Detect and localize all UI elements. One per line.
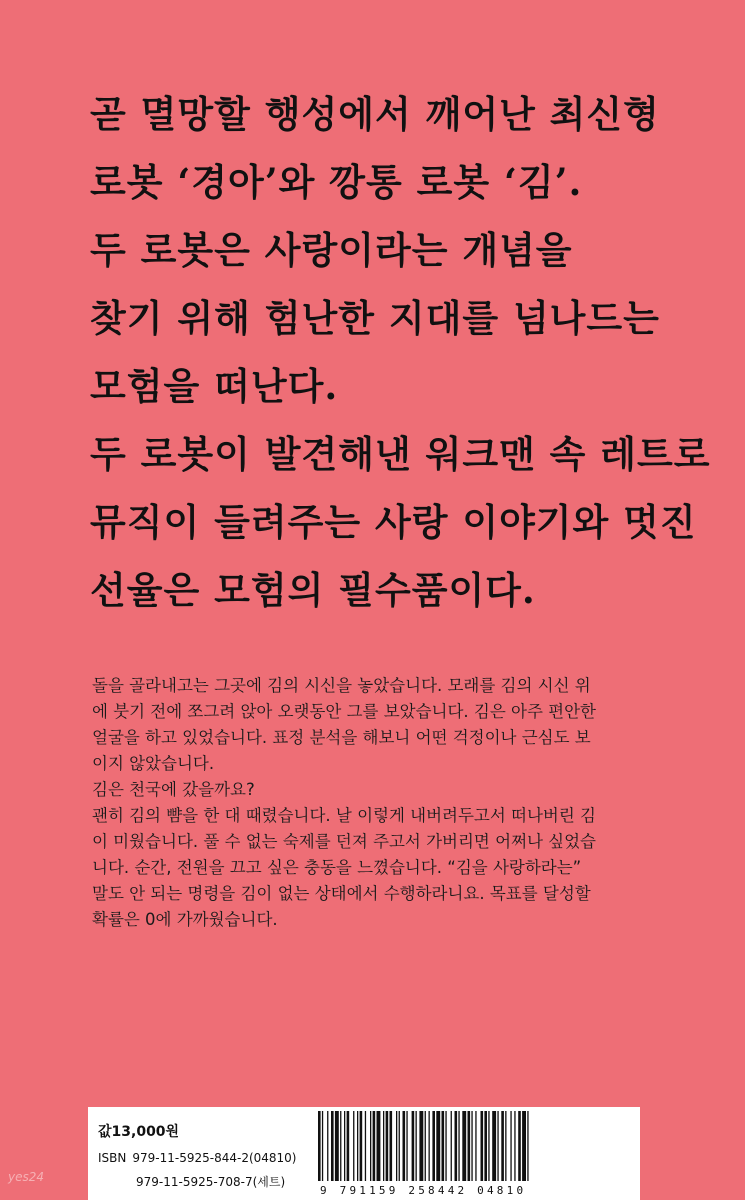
excerpt-line: 괜히 김의 뺨을 한 대 때렸습니다. 날 이렇게 내버려두고서 떠나버린 김: [92, 806, 596, 825]
barcode-bar: [344, 1111, 345, 1181]
barcode-bar: [412, 1111, 415, 1181]
barcode-bar: [331, 1111, 334, 1181]
barcode-bar: [425, 1111, 426, 1181]
excerpt-line: 에 붓기 전에 쪼그려 앉아 오랫동안 그를 보았습니다. 김은 아주 편안한: [92, 702, 596, 721]
excerpt-line: 말도 안 되는 명령을 김이 없는 상태에서 수행하라니요. 목표를 달성할: [92, 884, 591, 903]
barcode-bar: [442, 1111, 445, 1181]
barcode-digits: 9 791159 258442 04810: [320, 1184, 527, 1197]
barcode-bar: [370, 1111, 371, 1181]
barcode-icon: [316, 1111, 634, 1183]
barcode-bar: [455, 1111, 458, 1181]
barcode-bar: [373, 1111, 376, 1181]
barcode-bar: [386, 1111, 389, 1181]
barcode-bar: [357, 1111, 358, 1181]
barcode-bar: [522, 1111, 526, 1181]
isbn-number: 979-11-5925-844-2(04810): [132, 1151, 297, 1165]
blurb-line: 두 로봇은 사랑이라는 개념을: [90, 228, 573, 272]
barcode-bar: [403, 1111, 406, 1181]
barcode-bar: [377, 1111, 381, 1181]
barcode-bar: [318, 1111, 321, 1181]
blurb-line: 로봇 ‘경아’와 깡통 로봇 ‘김’.: [90, 160, 583, 204]
excerpt-line: 얼굴을 하고 있었습니다. 표정 분석을 해보니 어떤 걱정이나 근심도 보: [92, 728, 591, 747]
barcode-bar: [396, 1111, 397, 1181]
blurb-line: 두 로봇이 발견해낸 워크맨 속 레트로: [90, 432, 711, 476]
barcode-bar: [510, 1111, 511, 1181]
watermark-logo: yes24: [8, 1170, 45, 1184]
excerpt-line: 니다. 순간, 전원을 끄고 싶은 충동을 느꼈습니다. “김을 사랑하라는”: [92, 858, 582, 877]
barcode-bar: [492, 1111, 496, 1181]
blurb-line: 선율은 모험의 필수품이다.: [90, 568, 536, 612]
isbn-set-line: [98, 1173, 285, 1190]
blurb: [90, 80, 730, 624]
excerpt-line: 확률은 0에 가까웠습니다.: [92, 910, 278, 929]
barcode-bar: [419, 1111, 423, 1181]
excerpt-line: 이 미웠습니다. 풀 수 없는 숙제를 던져 주고서 가버리면 어쩌나 싶었습: [92, 832, 596, 851]
barcode-bar: [383, 1111, 384, 1181]
barcode-bar: [416, 1111, 417, 1181]
barcode-bar: [335, 1111, 339, 1181]
barcode-bar: [458, 1111, 459, 1181]
blurb-line: 곧 멸망할 행성에서 깨어난 최신형: [90, 92, 660, 136]
barcode-bar: [497, 1111, 498, 1181]
barcode-bar: [484, 1111, 487, 1181]
barcode-bar: [445, 1111, 446, 1181]
barcode-bar: [451, 1111, 452, 1181]
barcode-bar: [514, 1111, 515, 1181]
isbn-set-number: 979-11-5925-708-7(세트): [136, 1175, 286, 1189]
barcode-bar: [429, 1111, 430, 1181]
barcode-bar: [432, 1111, 435, 1181]
barcode-bar: [365, 1111, 366, 1181]
excerpt-line: 돌을 골라내고는 그곳에 김의 시신을 놓았습니다. 모래를 김의 시신 위: [92, 676, 591, 695]
excerpt: [92, 673, 702, 933]
excerpt-line: 이지 않았습니다.: [92, 754, 215, 773]
barcode-bar: [481, 1111, 484, 1181]
barcode-bar: [322, 1111, 323, 1181]
barcode-bar: [360, 1111, 363, 1181]
barcode-bar: [475, 1111, 476, 1181]
barcode-bar: [406, 1111, 407, 1181]
barcode-bar: [327, 1111, 328, 1181]
blurb-line: 모험을 떠난다.: [90, 364, 339, 408]
barcode-panel: [88, 1107, 640, 1200]
barcode-bar: [353, 1111, 354, 1181]
barcode-bar: [518, 1111, 521, 1181]
blurb-line: 찾기 위해 험난한 지대를 넘나드는: [90, 296, 660, 340]
blurb-line: 뮤직이 들려주는 사랑 이야기와 멋진: [90, 500, 697, 544]
barcode-bar: [390, 1111, 393, 1181]
excerpt-line: 김은 천국에 갔을까요?: [92, 780, 255, 799]
barcode-bar: [505, 1111, 506, 1181]
barcode-bar: [471, 1111, 472, 1181]
barcode-bar: [399, 1111, 400, 1181]
barcode-bar: [468, 1111, 471, 1181]
barcode-bar: [462, 1111, 466, 1181]
barcode-bar: [488, 1111, 489, 1181]
barcode-bar: [501, 1111, 504, 1181]
price-label: 값13,000원: [98, 1124, 180, 1140]
barcode-bar: [347, 1111, 350, 1181]
barcode-bar: [527, 1111, 528, 1181]
barcode-bar: [436, 1111, 440, 1181]
isbn-label: ISBN: [98, 1151, 127, 1165]
isbn-line: [98, 1151, 296, 1165]
barcode-bar: [340, 1111, 341, 1181]
